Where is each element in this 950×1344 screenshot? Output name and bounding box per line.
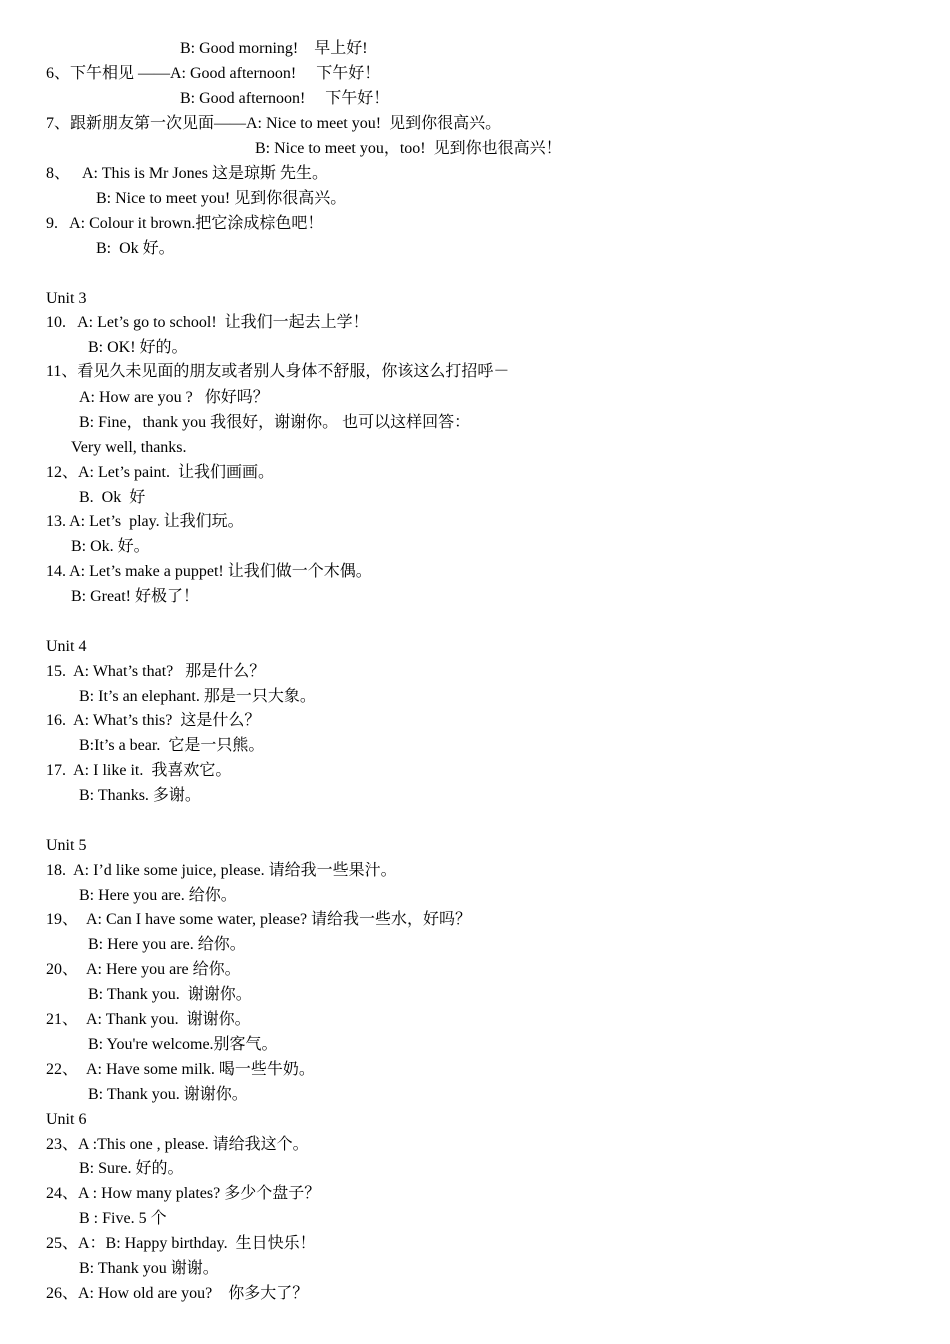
text-line: B:It’s a bear. 它是一只熊。 (79, 737, 265, 754)
text-line: 14. A: Let’s make a puppet! 让我们做一个木偶。 (46, 563, 372, 580)
text-line: 23、A :This one , please. 请给我这个。 (46, 1136, 309, 1153)
text-line: B: Here you are. 给你。 (88, 936, 246, 953)
text-line: B. Ok 好 (79, 489, 146, 506)
text-line: 26、A: How old are you? 你多大了？ (46, 1285, 309, 1302)
text-line: B: Fine，thank you 我很好，谢谢你。 也可以这样回答： (79, 414, 471, 431)
text-line: 20、 A: Here you are 给你。 (46, 961, 241, 978)
text-line: 22、 A: Have some milk. 喝一些牛奶。 (46, 1061, 315, 1078)
text-line: 25、A：B: Happy birthday. 生日快乐！ (46, 1235, 316, 1252)
text-line: 11、看见久未见面的朋友或者别人身体不舒服，你该这么打招呼－ (46, 363, 510, 380)
text-line: B: Ok 好。 (96, 240, 175, 257)
text-line: B : Five. 5 个 (79, 1210, 167, 1227)
text-line: B: Nice to meet you! 见到你很高兴。 (96, 190, 347, 207)
text-line: 9. A: Colour it brown.把它涂成棕色吧！ (46, 215, 324, 232)
text-line: B: It’s an elephant. 那是一只大象。 (79, 688, 316, 705)
text-line: 19、 A: Can I have some water, please? 请给我一些水，好吗？ (46, 911, 472, 928)
unit-heading: Unit 4 (46, 638, 87, 655)
text-line: 12、A: Let’s paint. 让我们画画。 (46, 464, 274, 481)
text-line: 17. A: I like it. 我喜欢它。 (46, 762, 232, 779)
text-line: B: Ok. 好。 (71, 538, 150, 555)
text-line: 16. A: What’s this? 这是什么？ (46, 712, 261, 729)
text-line: B: You're welcome.别客气。 (88, 1036, 278, 1053)
unit-heading: Unit 5 (46, 837, 87, 854)
unit-heading: Unit 3 (46, 290, 87, 307)
text-line: B: Good morning! 早上好! (180, 40, 368, 57)
text-line: B: Nice to meet you，too! 见到你也很高兴！ (255, 140, 562, 157)
text-line: A: How are you ? 你好吗？ (79, 389, 269, 406)
text-line: 18. A: I’d like some juice, please. 请给我一些果汁。 (46, 862, 397, 879)
text-line: B: Thank you. 谢谢你。 (88, 1086, 248, 1103)
text-line: 15. A: What’s that? 那是什么？ (46, 663, 266, 680)
text-line: B: Thanks. 多谢。 (79, 787, 201, 804)
text-line: 21、 A: Thank you. 谢谢你。 (46, 1011, 251, 1028)
text-line: B: OK! 好的。 (88, 339, 188, 356)
text-line: B: Thank you 谢谢。 (79, 1260, 219, 1277)
text-line: 8、 A: This is Mr Jones 这是琼斯 先生。 (46, 165, 328, 182)
text-line: 24、A : How many plates? 多少个盘子？ (46, 1185, 321, 1202)
unit-heading: Unit 6 (46, 1111, 87, 1128)
text-line: B: Here you are. 给你。 (79, 887, 237, 904)
text-line: 6、下午相见 ——A: Good afternoon! 下午好！ (46, 65, 381, 82)
text-line: B: Good afternoon! 下午好！ (180, 90, 390, 107)
text-line: B: Sure. 好的。 (79, 1160, 184, 1177)
text-line: 7、跟新朋友第一次见面——A: Nice to meet you! 见到你很高兴。 (46, 115, 502, 132)
text-line: 13. A: Let’s play. 让我们玩。 (46, 513, 244, 530)
text-line: B: Thank you. 谢谢你。 (88, 986, 252, 1003)
text-line: 10. A: Let’s go to school! 让我们一起去上学！ (46, 314, 369, 331)
text-line: B: Great! 好极了！ (71, 588, 199, 605)
text-line: Very well, thanks. (71, 439, 187, 456)
